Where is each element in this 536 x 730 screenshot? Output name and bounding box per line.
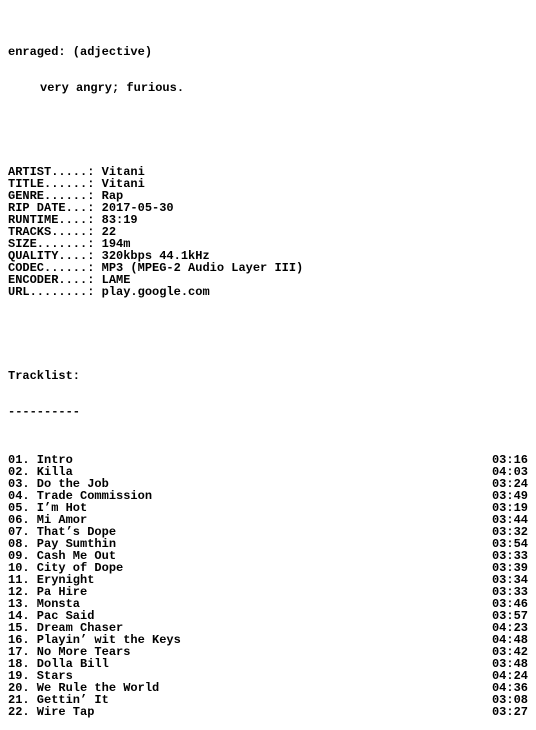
track-row — [8, 598, 528, 610]
track-row — [8, 610, 528, 622]
track-title: 18. Dolla Bill — [8, 657, 109, 671]
track-time: 03:32 — [491, 525, 528, 539]
info-value: play.google.com — [101, 285, 210, 299]
info-value: 22 — [101, 225, 117, 239]
definition-meaning: very angry; furious. — [40, 81, 185, 95]
track-title: 19. Stars — [8, 669, 73, 683]
info-block — [8, 166, 528, 298]
track-title: 06. Mi Amor — [8, 513, 88, 527]
track-title: 11. Erynight — [8, 573, 95, 587]
track-row — [8, 538, 528, 550]
info-label: TITLE......: — [8, 177, 95, 191]
track-title: 09. Cash Me Out — [8, 549, 117, 563]
track-time: 03:16 — [491, 453, 528, 467]
track-title: 10. City of Dope — [8, 561, 124, 575]
info-value: 83:19 — [101, 213, 138, 227]
track-row — [8, 586, 528, 598]
info-value: LAME — [101, 273, 131, 287]
track-time: 03:54 — [491, 537, 528, 551]
track-title: 14. Pac Said — [8, 609, 95, 623]
tracklist-heading: Tracklist: — [8, 369, 81, 383]
track-time: 04:36 — [491, 681, 528, 695]
track-row — [8, 574, 528, 586]
track-title: 02. Killa — [8, 465, 73, 479]
info-value: Vitani — [101, 165, 145, 179]
track-time: 03:27 — [491, 705, 528, 719]
track-title: 20. We Rule the World — [8, 681, 160, 695]
track-row — [8, 706, 528, 718]
track-title: 03. Do the Job — [8, 477, 109, 491]
info-value: MP3 (MPEG-2 Audio Layer III) — [101, 261, 304, 275]
info-label: GENRE......: — [8, 189, 95, 203]
track-title: 04. Trade Commission — [8, 489, 153, 503]
track-row — [8, 526, 528, 538]
track-title: 22. Wire Tap — [8, 705, 95, 719]
track-row — [8, 646, 528, 658]
track-time: 04:48 — [491, 633, 528, 647]
track-title: 21. Gettin’ It — [8, 693, 109, 707]
track-time: 04:03 — [491, 465, 528, 479]
track-row — [8, 550, 528, 562]
track-row — [8, 694, 528, 706]
track-title: 13. Monsta — [8, 597, 81, 611]
track-time: 03:57 — [491, 609, 528, 623]
info-value: 194m — [101, 237, 131, 251]
definition-term: enraged: (adjective) — [8, 45, 153, 59]
spacer — [8, 118, 528, 130]
info-label: TRACKS.....: — [8, 225, 95, 239]
track-time: 04:24 — [491, 669, 528, 683]
track-time: 03:46 — [491, 597, 528, 611]
info-row — [8, 286, 528, 298]
release-info-document — [8, 22, 528, 730]
track-row — [8, 622, 528, 634]
info-label: RUNTIME....: — [8, 213, 95, 227]
track-time: 03:49 — [491, 489, 528, 503]
info-value: 2017-05-30 — [101, 201, 174, 215]
track-title: 07. That’s Dope — [8, 525, 117, 539]
track-time: 03:19 — [491, 501, 528, 515]
track-time: 03:33 — [491, 585, 528, 599]
track-time: 03:24 — [491, 477, 528, 491]
track-row — [8, 670, 528, 682]
track-time: 04:23 — [491, 621, 528, 635]
track-time: 03:42 — [491, 645, 528, 659]
track-time: 03:08 — [491, 693, 528, 707]
tracklist-rule: ---------- — [8, 405, 81, 419]
track-time: 03:34 — [491, 573, 528, 587]
info-label: SIZE.......: — [8, 237, 95, 251]
info-label: CODEC......: — [8, 261, 95, 275]
track-row — [8, 658, 528, 670]
track-title: 05. I’m Hot — [8, 501, 88, 515]
track-title: 15. Dream Chaser — [8, 621, 124, 635]
track-row — [8, 634, 528, 646]
track-time: 03:48 — [491, 657, 528, 671]
info-value: Vitani — [101, 177, 145, 191]
track-row — [8, 682, 528, 694]
info-value: Rap — [101, 189, 124, 203]
track-title: 01. Intro — [8, 453, 73, 467]
info-label: ARTIST.....: — [8, 165, 95, 179]
track-time: 03:44 — [491, 513, 528, 527]
tracklist — [8, 454, 528, 718]
track-time: 03:33 — [491, 549, 528, 563]
track-title: 16. Playin’ wit the Keys — [8, 633, 181, 647]
track-title: 17. No More Tears — [8, 645, 131, 659]
track-row — [8, 454, 528, 466]
track-title: 08. Pay Sumthin — [8, 537, 117, 551]
track-title: 12. Pa Hire — [8, 585, 88, 599]
spacer — [8, 334, 528, 346]
info-label: QUALITY....: — [8, 249, 95, 263]
info-value: 320kbps 44.1kHz — [101, 249, 210, 263]
info-label: URL........: — [8, 285, 95, 299]
info-label: RIP DATE...: — [8, 201, 95, 215]
track-time: 03:39 — [491, 561, 528, 575]
info-label: ENCODER....: — [8, 273, 95, 287]
track-row — [8, 562, 528, 574]
